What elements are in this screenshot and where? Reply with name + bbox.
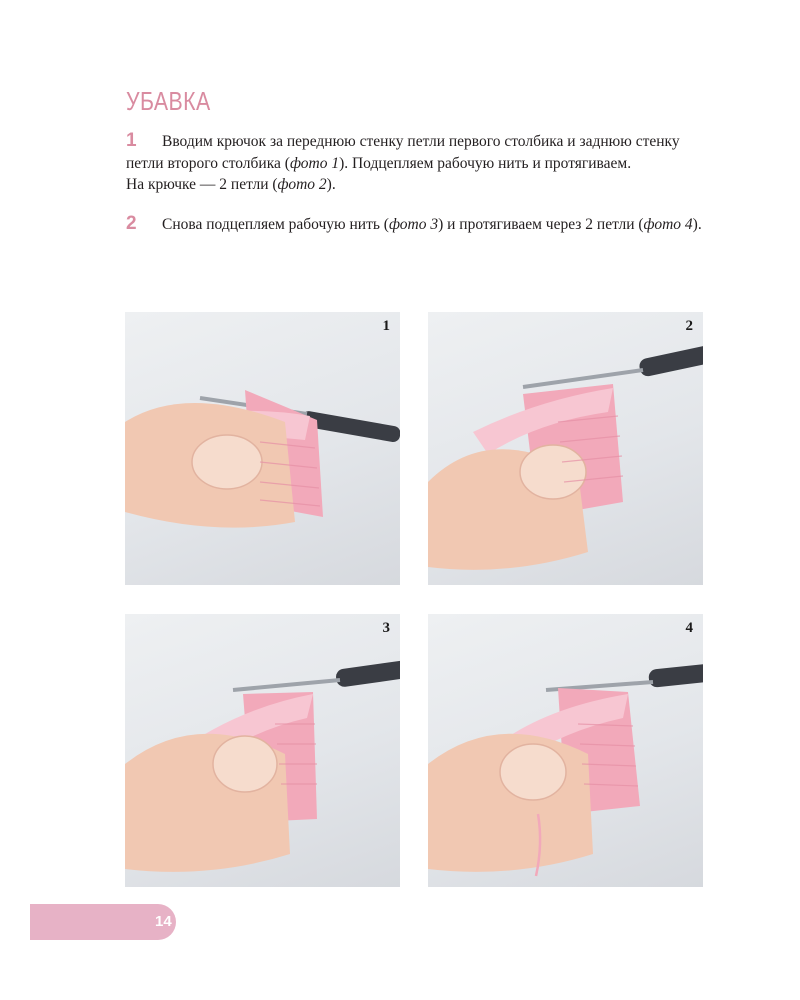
- step-text: ) и протягиваем через 2 петли (: [438, 216, 644, 233]
- step-text: ).: [326, 176, 336, 193]
- step-number: 2: [126, 213, 137, 234]
- photo-reference: фото 4: [643, 216, 693, 233]
- photo-2: [428, 312, 703, 585]
- step-text: ).: [692, 216, 702, 233]
- photo-number: 2: [685, 318, 693, 334]
- step-text: Снова подцепляем рабочую нить (: [162, 216, 389, 233]
- photo-number: 1: [382, 318, 390, 334]
- crochet-photo-illustration: [428, 614, 703, 887]
- step-text: ). Подцепляем рабочую нить и протягиваем.: [339, 154, 632, 172]
- step-number: 1: [126, 130, 137, 151]
- section-title: УБАВКА: [126, 86, 211, 116]
- crochet-photo-illustration: [428, 312, 703, 585]
- step-2: [126, 213, 706, 236]
- step-1: [126, 130, 706, 196]
- photo-4: [428, 614, 703, 887]
- photo-1: [125, 312, 400, 585]
- crochet-photo-illustration: [125, 312, 400, 585]
- page-number: 14: [155, 913, 172, 930]
- photo-reference: фото 3: [388, 216, 439, 233]
- step-text: На крючке — 2 петли (: [126, 176, 278, 193]
- photo-reference: фото 1: [289, 154, 340, 172]
- photo-3: [125, 614, 400, 887]
- page-number-tab: [30, 904, 176, 940]
- crochet-photo-illustration: [125, 614, 400, 887]
- photo-number: 4: [685, 620, 693, 636]
- photo-reference: фото 2: [277, 176, 327, 193]
- step-text: Вводим крючок за переднюю стенку петли первого столбика и заднюю стенку петли второго столбика (: [126, 133, 680, 172]
- photo-number: 3: [382, 620, 390, 636]
